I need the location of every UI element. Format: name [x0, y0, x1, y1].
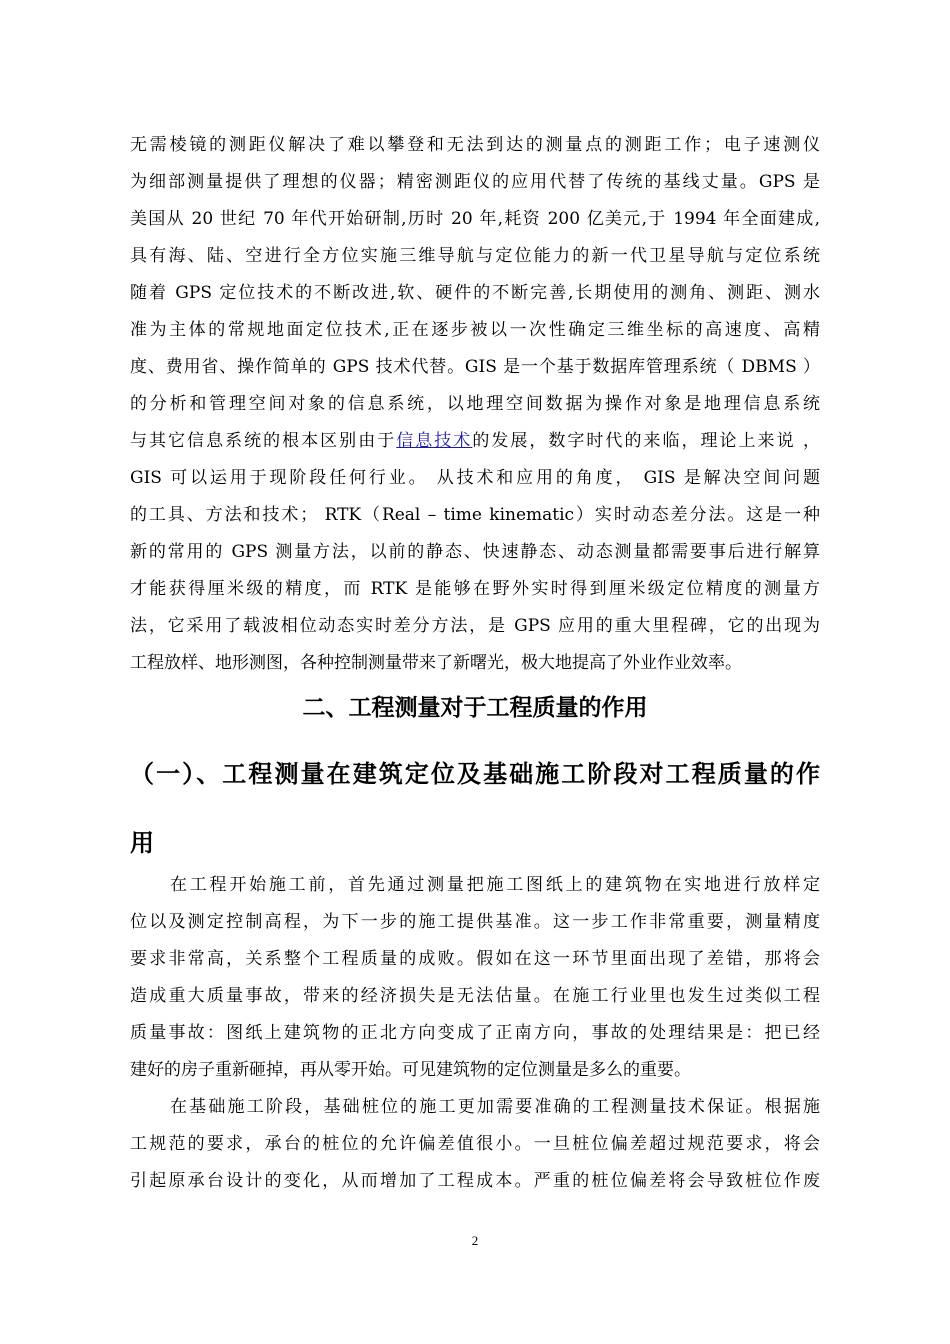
text-line: 引起原承台设计的变化，从而增加了工程成本。严重的桩位偏差将会导致桩位作废 — [130, 1171, 820, 1191]
text-line: 新的常用的 GPS 测量方法，以前的静态、快速静态、动态测量都需要事后进行解算 — [130, 542, 820, 562]
text-line: 随着 GPS 定位技术的不断改进,软、硬件的不断完善,长期使用的测角、测距、测水 — [130, 283, 820, 303]
text-line: 在基础施工阶段，基础桩位的施工更加需要准确的工程测量技术保证。根据施 — [170, 1097, 820, 1117]
text-line-with-link — [130, 423, 820, 460]
text-line: GIS 可以运用于现阶段任何行业。 从技术和应用的角度， GIS 是解决空间问题 — [130, 468, 820, 488]
paragraph-gps-gis — [130, 127, 820, 682]
subsection-heading-line-1: （一）、工程测量在建筑定位及基础施工阶段对工程质量的作 — [130, 760, 820, 788]
text-line: 度、费用省、操作简单的 GPS 技术代替。GIS 是一个基于数据库管理系统（ DBMS ） — [130, 357, 820, 377]
subsection-heading-line-2: 用 — [130, 829, 154, 857]
text-line: 造成重大质量事故，带来的经济损失是无法估量。在施工行业里也发生过类似工程 — [130, 986, 820, 1006]
text-segment: 与其它信息系统的根本区别由于 — [130, 431, 397, 451]
paragraph-positioning — [130, 867, 820, 1089]
section-heading: 二、工程测量对于工程质量的作用 — [302, 695, 648, 721]
text-line: 准为主体的常规地面定位技术,正在逐步被以一次性确定三维坐标的高速度、高精 — [130, 320, 820, 340]
text-line: 美国从 20 世纪 70 年代开始研制,历时 20 年,耗资 200 亿美元,于 1994 年全面建成, — [130, 209, 820, 229]
text-line: 在工程开始施工前，首先通过测量把施工图纸上的建筑物在实地进行放样定 — [170, 875, 820, 895]
text-line: 位以及测定控制高程，为下一步的施工提供基准。这一步工作非常重要，测量精度 — [130, 912, 820, 932]
text-line: 为细部测量提供了理想的仪器；精密测距仪的应用代替了传统的基线丈量。GPS 是 — [130, 172, 820, 192]
text-line: 质量事故：图纸上建筑物的正北方向变成了正南方向，事故的处理结果是：把已经 — [130, 1023, 820, 1043]
text-line: 的工具、方法和技术； RTK（Real – time kinematic）实时动态差分法。这是一种 — [130, 505, 820, 525]
text-line: 具有海、陆、空进行全方位实施三维导航与定位能力的新一代卫星导航与定位系统 — [130, 246, 820, 266]
paragraph-foundation — [130, 1089, 820, 1200]
info-technology-link[interactable]: 信息技术 — [396, 431, 473, 451]
page-number: 2 — [471, 1233, 479, 1248]
text-line: 无需棱镜的测距仪解决了难以攀登和无法到达的测量点的测距工作；电子速测仪 — [130, 135, 820, 155]
text-segment: 的发展，数字时代的来临，理论上来说 ， — [472, 431, 821, 451]
text-line: 要求非常高，关系整个工程质量的成败。假如在这一环节里面出现了差错，那将会 — [130, 949, 820, 969]
text-line: 工程放样、地形测图，各种控制测量带来了新曙光，极大地提高了外业作业效率。 — [130, 653, 742, 673]
text-line: 法，它采用了载波相位动态实时差分方法，是 GPS 应用的重大里程碑，它的出现为 — [130, 616, 820, 636]
text-line: 才能获得厘米级的精度，而 RTK 是能够在野外实时得到厘米级定位精度的测量方 — [130, 579, 820, 599]
text-line: 建好的房子重新砸掉，再从零开始。可见建筑物的定位测量是多么的重要。 — [130, 1060, 691, 1080]
text-line: 的分析和管理空间对象的信息系统，以地理空间数据为操作对象是地理信息系统 — [130, 394, 820, 414]
text-line: 工规范的要求，承台的桩位的允许偏差值很小。一旦桩位偏差超过规范要求，将会 — [130, 1134, 820, 1154]
